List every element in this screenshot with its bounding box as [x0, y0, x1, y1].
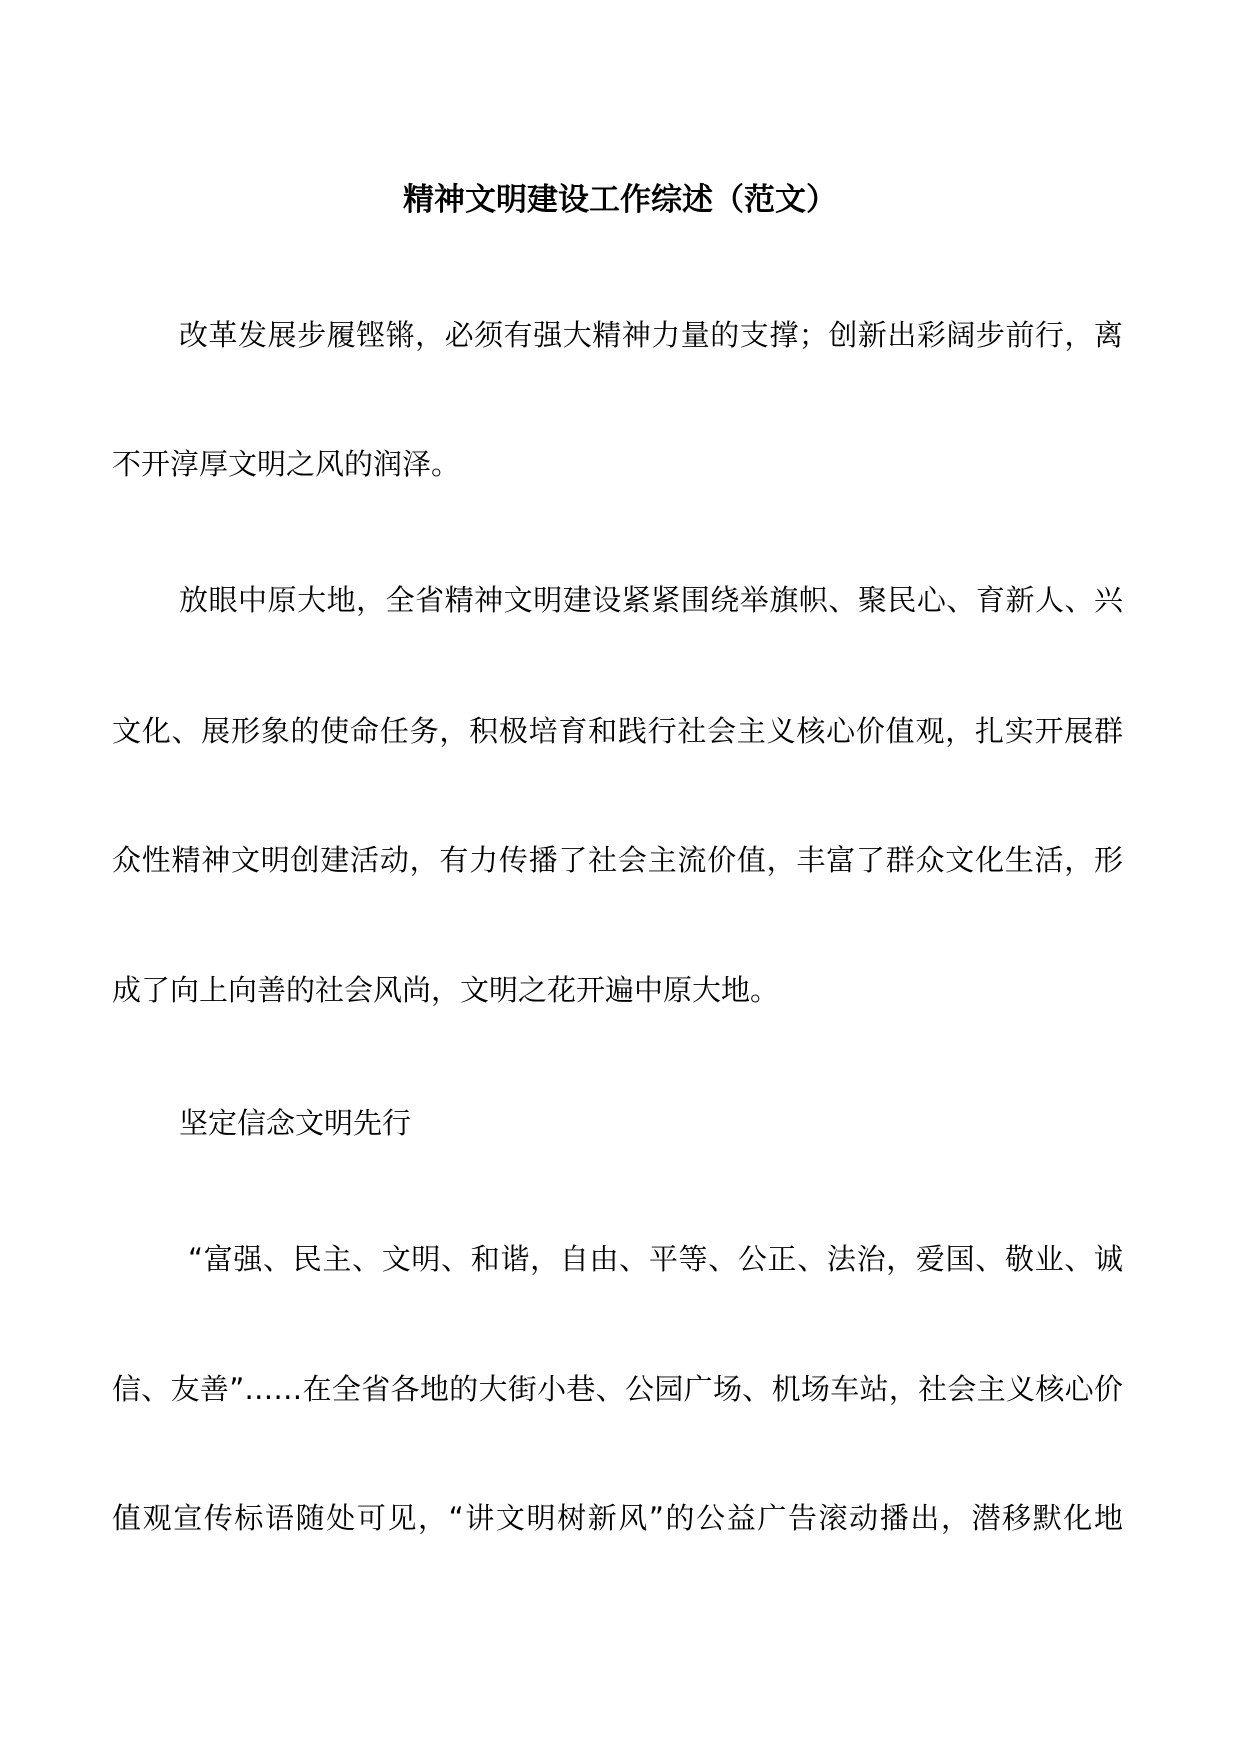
paragraph-line: 众性精神文明创建活动，有力传播了社会主流价值，丰富了群众文化生活，形: [112, 843, 1123, 877]
paragraph-line: 文化、展形象的使命任务，积极培育和践行社会主义核心价值观，扎实开展群: [112, 714, 1123, 748]
paragraph-line: 值观宣传标语随处可见，“讲文明树新风”的公益广告滚动播出，潜移默化地: [112, 1501, 1123, 1535]
section-heading: 坚定信念文明先行: [179, 1106, 412, 1140]
paragraph-line: 成了向上向善的社会风尚，文明之花开遍中原大地。: [112, 973, 780, 1007]
paragraph-line: 放眼中原大地，全省精神文明建设紧紧围绕举旗帜、聚民心、育新人、兴: [179, 583, 1123, 617]
document-title: 精神文明建设工作综述（范文）: [403, 182, 837, 218]
paragraph-line: 改革发展步履铿锵，必须有强大精神力量的支撑；创新出彩阔步前行，离: [179, 318, 1123, 352]
paragraph-line: 信、友善”……在全省各地的大街小巷、公园广场、机场车站，社会主义核心价: [112, 1372, 1123, 1406]
paragraph-line: 不开淳厚文明之风的润泽。: [112, 447, 461, 481]
paragraph-line: “富强、民主、文明、和谐，自由、平等、公正、法治，爱国、敬业、诚: [188, 1242, 1123, 1276]
